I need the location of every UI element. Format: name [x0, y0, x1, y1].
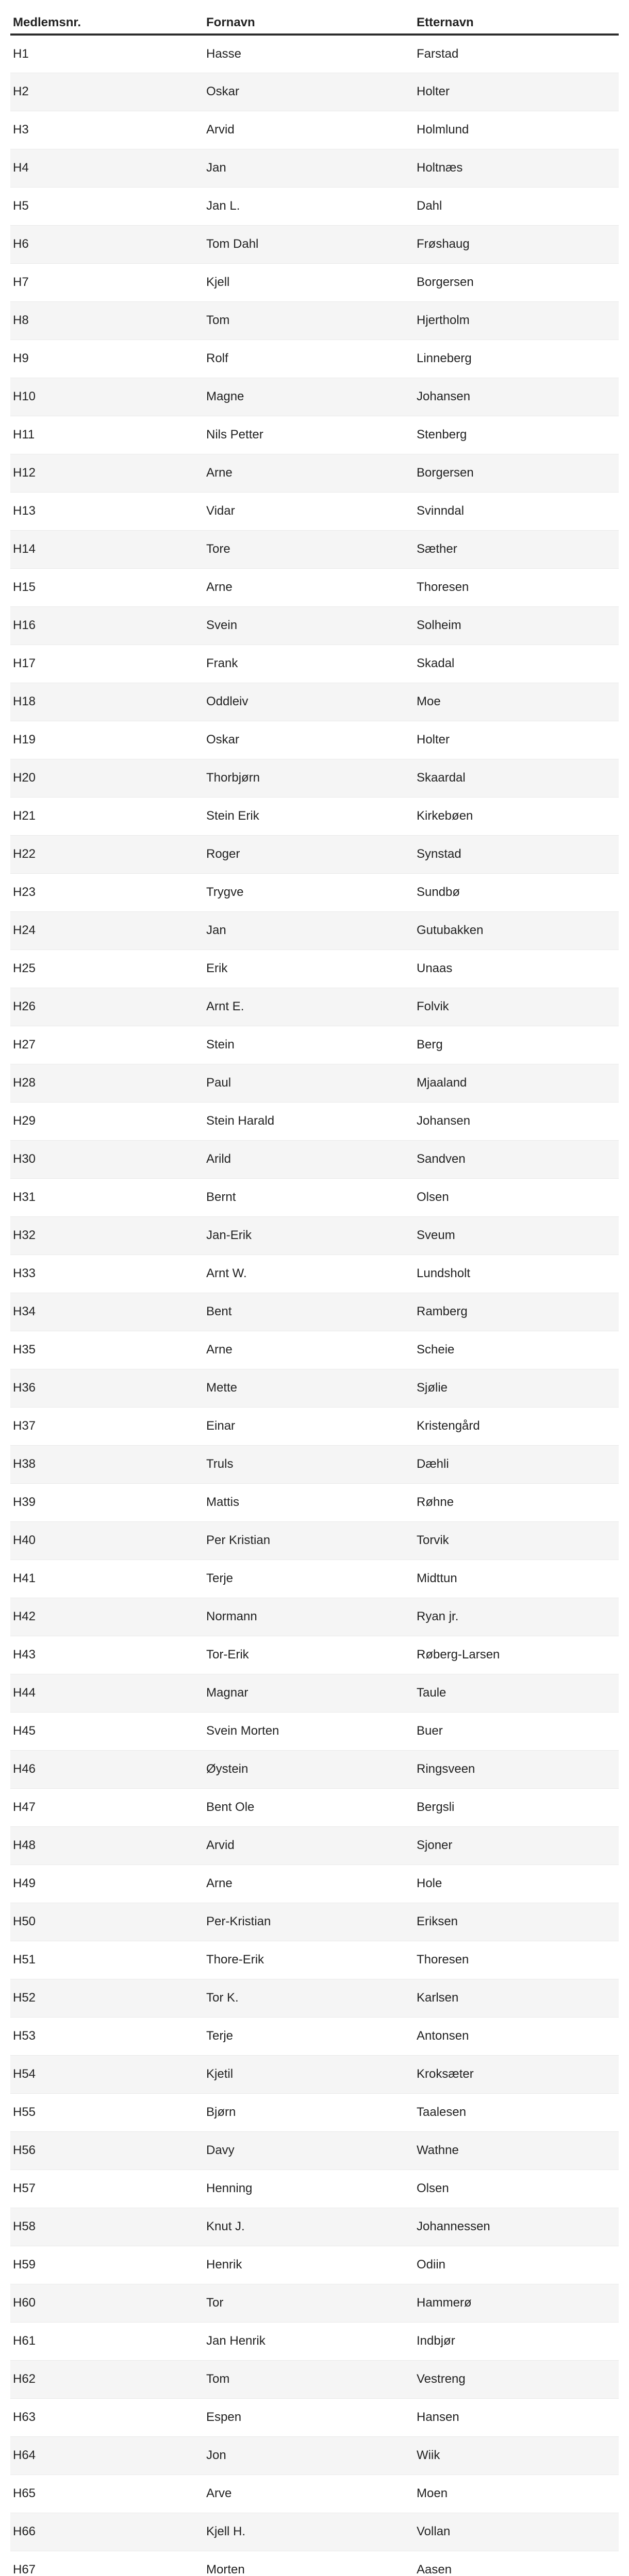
first-name-cell: Jan	[204, 911, 414, 950]
last-name-cell: Solheim	[414, 606, 619, 645]
last-name-cell: Sjoner	[414, 1826, 619, 1865]
table-body	[10, 35, 619, 2576]
last-name-cell: Thoresen	[414, 568, 619, 606]
last-name-cell: Sandven	[414, 1140, 619, 1178]
table-row	[10, 797, 619, 835]
member-number-cell: H50	[10, 1903, 204, 1941]
first-name-cell: Hasse	[204, 35, 414, 73]
last-name-cell: Sæther	[414, 530, 619, 568]
table-row	[10, 1636, 619, 1674]
first-name-cell: Jan	[204, 149, 414, 187]
first-name-cell: Jan Henrik	[204, 2322, 414, 2360]
member-number-cell: H42	[10, 1598, 204, 1636]
member-number-cell: H26	[10, 988, 204, 1026]
last-name-cell: Ryan jr.	[414, 1598, 619, 1636]
last-name-cell: Antonsen	[414, 2017, 619, 2055]
table-row	[10, 2208, 619, 2246]
table-row	[10, 1941, 619, 1979]
first-name-cell: Erik	[204, 950, 414, 988]
first-name-cell: Tom	[204, 2360, 414, 2398]
table-header	[10, 0, 619, 35]
first-name-cell: Øystein	[204, 1750, 414, 1788]
member-number-cell: H22	[10, 835, 204, 873]
member-number-cell: H61	[10, 2322, 204, 2360]
first-name-cell: Oddleiv	[204, 683, 414, 721]
member-number-cell: H46	[10, 1750, 204, 1788]
table-row	[10, 111, 619, 149]
table-row	[10, 1216, 619, 1255]
first-name-cell: Tom	[204, 301, 414, 340]
first-name-cell: Svein Morten	[204, 1712, 414, 1750]
table-row	[10, 2475, 619, 2513]
member-number-cell: H48	[10, 1826, 204, 1865]
first-name-cell: Jan-Erik	[204, 1216, 414, 1255]
first-name-cell: Davy	[204, 2131, 414, 2170]
member-number-cell: H49	[10, 1865, 204, 1903]
table-row	[10, 1865, 619, 1903]
first-name-cell: Stein Erik	[204, 797, 414, 835]
first-name-cell: Stein Harald	[204, 1102, 414, 1140]
first-name-cell: Bent Ole	[204, 1788, 414, 1826]
table-row	[10, 263, 619, 301]
last-name-cell: Linneberg	[414, 340, 619, 378]
last-name-cell: Taule	[414, 1674, 619, 1712]
first-name-cell: Per Kristian	[204, 1521, 414, 1560]
table-row	[10, 1293, 619, 1331]
last-name-cell: Røberg-Larsen	[414, 1636, 619, 1674]
last-name-cell: Ringsveen	[414, 1750, 619, 1788]
table-row	[10, 2055, 619, 2093]
last-name-cell: Vollan	[414, 2513, 619, 2551]
member-number-cell: H2	[10, 73, 204, 111]
member-number-cell: H54	[10, 2055, 204, 2093]
table-row	[10, 1178, 619, 1216]
header-row	[10, 0, 619, 35]
last-name-cell: Wiik	[414, 2436, 619, 2475]
first-name-cell: Trygve	[204, 873, 414, 911]
table-row	[10, 1255, 619, 1293]
first-name-cell: Jan L.	[204, 187, 414, 225]
member-number-cell: H25	[10, 950, 204, 988]
table-row	[10, 340, 619, 378]
member-number-cell: H52	[10, 1979, 204, 2017]
last-name-cell: Midttun	[414, 1560, 619, 1598]
last-name-cell: Ramberg	[414, 1293, 619, 1331]
column-header-last-name[interactable]: Etternavn	[414, 0, 619, 35]
member-number-cell: H11	[10, 416, 204, 454]
table-row	[10, 1712, 619, 1750]
first-name-cell: Terje	[204, 1560, 414, 1598]
last-name-cell: Svinndal	[414, 492, 619, 530]
member-number-cell: H63	[10, 2398, 204, 2436]
table-row	[10, 2093, 619, 2131]
first-name-cell: Truls	[204, 1445, 414, 1483]
first-name-cell: Espen	[204, 2398, 414, 2436]
last-name-cell: Skaardal	[414, 759, 619, 797]
member-number-cell: H4	[10, 149, 204, 187]
table-row	[10, 35, 619, 73]
table-row	[10, 1674, 619, 1712]
last-name-cell: Torvik	[414, 1521, 619, 1560]
first-name-cell: Henrik	[204, 2246, 414, 2284]
table-row	[10, 2436, 619, 2475]
last-name-cell: Stenberg	[414, 416, 619, 454]
last-name-cell: Kristengård	[414, 1407, 619, 1445]
last-name-cell: Sjølie	[414, 1369, 619, 1407]
member-number-cell: H36	[10, 1369, 204, 1407]
first-name-cell: Oskar	[204, 73, 414, 111]
last-name-cell: Hjertholm	[414, 301, 619, 340]
first-name-cell: Magnar	[204, 1674, 414, 1712]
member-number-cell: H19	[10, 721, 204, 759]
table-row	[10, 73, 619, 111]
member-number-cell: H58	[10, 2208, 204, 2246]
table-row	[10, 988, 619, 1026]
last-name-cell: Sundbø	[414, 873, 619, 911]
member-number-cell: H17	[10, 645, 204, 683]
first-name-cell: Arne	[204, 1865, 414, 1903]
first-name-cell: Kjell H.	[204, 2513, 414, 2551]
table-row	[10, 301, 619, 340]
table-row	[10, 835, 619, 873]
last-name-cell: Scheie	[414, 1331, 619, 1369]
table-row	[10, 2513, 619, 2551]
table-row	[10, 1788, 619, 1826]
first-name-cell: Bent	[204, 1293, 414, 1331]
member-number-cell: H67	[10, 2551, 204, 2576]
first-name-cell: Normann	[204, 1598, 414, 1636]
first-name-cell: Magne	[204, 378, 414, 416]
member-number-cell: H12	[10, 454, 204, 492]
table-row	[10, 2360, 619, 2398]
first-name-cell: Bernt	[204, 1178, 414, 1216]
first-name-cell: Vidar	[204, 492, 414, 530]
last-name-cell: Bergsli	[414, 1788, 619, 1826]
first-name-cell: Roger	[204, 835, 414, 873]
table-row	[10, 759, 619, 797]
last-name-cell: Dæhli	[414, 1445, 619, 1483]
first-name-cell: Svein	[204, 606, 414, 645]
member-number-cell: H35	[10, 1331, 204, 1369]
table-row	[10, 530, 619, 568]
first-name-cell: Jon	[204, 2436, 414, 2475]
member-number-cell: H31	[10, 1178, 204, 1216]
member-number-cell: H53	[10, 2017, 204, 2055]
member-number-cell: H47	[10, 1788, 204, 1826]
member-number-cell: H62	[10, 2360, 204, 2398]
first-name-cell: Einar	[204, 1407, 414, 1445]
first-name-cell: Arvid	[204, 111, 414, 149]
first-name-cell: Oskar	[204, 721, 414, 759]
member-number-cell: H7	[10, 263, 204, 301]
member-number-cell: H45	[10, 1712, 204, 1750]
first-name-cell: Tom Dahl	[204, 225, 414, 263]
first-name-cell: Per-Kristian	[204, 1903, 414, 1941]
last-name-cell: Frøshaug	[414, 225, 619, 263]
table-row	[10, 721, 619, 759]
member-number-cell: H44	[10, 1674, 204, 1712]
member-number-cell: H59	[10, 2246, 204, 2284]
table-row	[10, 1064, 619, 1102]
member-number-cell: H18	[10, 683, 204, 721]
last-name-cell: Hole	[414, 1865, 619, 1903]
last-name-cell: Olsen	[414, 1178, 619, 1216]
first-name-cell: Kjell	[204, 263, 414, 301]
first-name-cell: Arvid	[204, 1826, 414, 1865]
table-row	[10, 873, 619, 911]
first-name-cell: Bjørn	[204, 2093, 414, 2131]
member-number-cell: H6	[10, 225, 204, 263]
first-name-cell: Tor-Erik	[204, 1636, 414, 1674]
first-name-cell: Tor K.	[204, 1979, 414, 2017]
first-name-cell: Paul	[204, 1064, 414, 1102]
member-number-cell: H28	[10, 1064, 204, 1102]
first-name-cell: Terje	[204, 2017, 414, 2055]
member-number-cell: H40	[10, 1521, 204, 1560]
column-header-first-name[interactable]: Fornavn	[204, 0, 414, 35]
table-row	[10, 2017, 619, 2055]
table-row	[10, 225, 619, 263]
table-row	[10, 1369, 619, 1407]
last-name-cell: Skadal	[414, 645, 619, 683]
first-name-cell: Morten	[204, 2551, 414, 2576]
last-name-cell: Vestreng	[414, 2360, 619, 2398]
member-number-cell: H29	[10, 1102, 204, 1140]
table-row	[10, 2322, 619, 2360]
last-name-cell: Moen	[414, 2475, 619, 2513]
member-number-cell: H57	[10, 2170, 204, 2208]
member-number-cell: H15	[10, 568, 204, 606]
member-number-cell: H34	[10, 1293, 204, 1331]
member-number-cell: H23	[10, 873, 204, 911]
table-row	[10, 2246, 619, 2284]
last-name-cell: Aasen	[414, 2551, 619, 2576]
column-header-member-number[interactable]: Medlemsnr.	[10, 0, 204, 35]
last-name-cell: Kirkebøen	[414, 797, 619, 835]
member-number-cell: H27	[10, 1026, 204, 1064]
member-number-cell: H55	[10, 2093, 204, 2131]
table-row	[10, 2551, 619, 2576]
table-row	[10, 1140, 619, 1178]
table-row	[10, 568, 619, 606]
member-number-cell: H37	[10, 1407, 204, 1445]
last-name-cell: Lundsholt	[414, 1255, 619, 1293]
member-number-cell: H66	[10, 2513, 204, 2551]
member-number-cell: H16	[10, 606, 204, 645]
last-name-cell: Røhne	[414, 1483, 619, 1521]
table-row	[10, 1560, 619, 1598]
table-row	[10, 1445, 619, 1483]
member-number-cell: H8	[10, 301, 204, 340]
member-number-cell: H3	[10, 111, 204, 149]
last-name-cell: Thoresen	[414, 1941, 619, 1979]
table-row	[10, 1407, 619, 1445]
last-name-cell: Sveum	[414, 1216, 619, 1255]
last-name-cell: Mjaaland	[414, 1064, 619, 1102]
first-name-cell: Arnt W.	[204, 1255, 414, 1293]
table-row	[10, 416, 619, 454]
last-name-cell: Holter	[414, 721, 619, 759]
table-row	[10, 2131, 619, 2170]
table-row	[10, 1826, 619, 1865]
last-name-cell: Holter	[414, 73, 619, 111]
first-name-cell: Frank	[204, 645, 414, 683]
last-name-cell: Holmlund	[414, 111, 619, 149]
member-number-cell: H38	[10, 1445, 204, 1483]
member-number-cell: H9	[10, 340, 204, 378]
last-name-cell: Hansen	[414, 2398, 619, 2436]
table-row	[10, 1598, 619, 1636]
first-name-cell: Rolf	[204, 340, 414, 378]
table-row	[10, 1026, 619, 1064]
first-name-cell: Thorbjørn	[204, 759, 414, 797]
last-name-cell: Eriksen	[414, 1903, 619, 1941]
member-number-cell: H24	[10, 911, 204, 950]
table-row	[10, 492, 619, 530]
last-name-cell: Gutubakken	[414, 911, 619, 950]
last-name-cell: Unaas	[414, 950, 619, 988]
last-name-cell: Kroksæter	[414, 2055, 619, 2093]
table-row	[10, 1102, 619, 1140]
first-name-cell: Thore-Erik	[204, 1941, 414, 1979]
first-name-cell: Nils Petter	[204, 416, 414, 454]
last-name-cell: Berg	[414, 1026, 619, 1064]
table-row	[10, 2170, 619, 2208]
last-name-cell: Karlsen	[414, 1979, 619, 2017]
first-name-cell: Arve	[204, 2475, 414, 2513]
member-number-cell: H21	[10, 797, 204, 835]
member-number-cell: H56	[10, 2131, 204, 2170]
first-name-cell: Knut J.	[204, 2208, 414, 2246]
last-name-cell: Hammerø	[414, 2284, 619, 2322]
table-row	[10, 2284, 619, 2322]
table-row	[10, 378, 619, 416]
last-name-cell: Taalesen	[414, 2093, 619, 2131]
table-row	[10, 606, 619, 645]
member-number-cell: H13	[10, 492, 204, 530]
last-name-cell: Wathne	[414, 2131, 619, 2170]
last-name-cell: Johansen	[414, 1102, 619, 1140]
table-row	[10, 2398, 619, 2436]
last-name-cell: Indbjør	[414, 2322, 619, 2360]
last-name-cell: Buer	[414, 1712, 619, 1750]
first-name-cell: Tor	[204, 2284, 414, 2322]
member-number-cell: H10	[10, 378, 204, 416]
last-name-cell: Farstad	[414, 35, 619, 73]
first-name-cell: Arne	[204, 1331, 414, 1369]
last-name-cell: Synstad	[414, 835, 619, 873]
member-number-cell: H51	[10, 1941, 204, 1979]
member-number-cell: H33	[10, 1255, 204, 1293]
table-row	[10, 187, 619, 225]
table-row	[10, 454, 619, 492]
member-number-cell: H20	[10, 759, 204, 797]
member-number-cell: H39	[10, 1483, 204, 1521]
first-name-cell: Mette	[204, 1369, 414, 1407]
table-row	[10, 1483, 619, 1521]
table-row	[10, 1750, 619, 1788]
member-number-cell: H32	[10, 1216, 204, 1255]
member-number-cell: H64	[10, 2436, 204, 2475]
last-name-cell: Holtnæs	[414, 149, 619, 187]
table-row	[10, 1979, 619, 2017]
table-row	[10, 1903, 619, 1941]
member-number-cell: H30	[10, 1140, 204, 1178]
table-row	[10, 645, 619, 683]
first-name-cell: Arne	[204, 454, 414, 492]
last-name-cell: Moe	[414, 683, 619, 721]
first-name-cell: Stein	[204, 1026, 414, 1064]
table-row	[10, 149, 619, 187]
table-row	[10, 683, 619, 721]
last-name-cell: Borgersen	[414, 263, 619, 301]
first-name-cell: Henning	[204, 2170, 414, 2208]
table-row	[10, 911, 619, 950]
member-number-cell: H65	[10, 2475, 204, 2513]
member-number-cell: H41	[10, 1560, 204, 1598]
last-name-cell: Johannessen	[414, 2208, 619, 2246]
first-name-cell: Tore	[204, 530, 414, 568]
first-name-cell: Arnt E.	[204, 988, 414, 1026]
last-name-cell: Olsen	[414, 2170, 619, 2208]
first-name-cell: Arne	[204, 568, 414, 606]
member-number-cell: H43	[10, 1636, 204, 1674]
first-name-cell: Arild	[204, 1140, 414, 1178]
last-name-cell: Folvik	[414, 988, 619, 1026]
table-row	[10, 950, 619, 988]
table-row	[10, 1521, 619, 1560]
member-number-cell: H14	[10, 530, 204, 568]
first-name-cell: Kjetil	[204, 2055, 414, 2093]
last-name-cell: Johansen	[414, 378, 619, 416]
last-name-cell: Dahl	[414, 187, 619, 225]
member-number-cell: H5	[10, 187, 204, 225]
member-table	[10, 0, 619, 2576]
member-number-cell: H1	[10, 35, 204, 73]
first-name-cell: Mattis	[204, 1483, 414, 1521]
member-number-cell: H60	[10, 2284, 204, 2322]
last-name-cell: Odiin	[414, 2246, 619, 2284]
table-row	[10, 1331, 619, 1369]
last-name-cell: Borgersen	[414, 454, 619, 492]
